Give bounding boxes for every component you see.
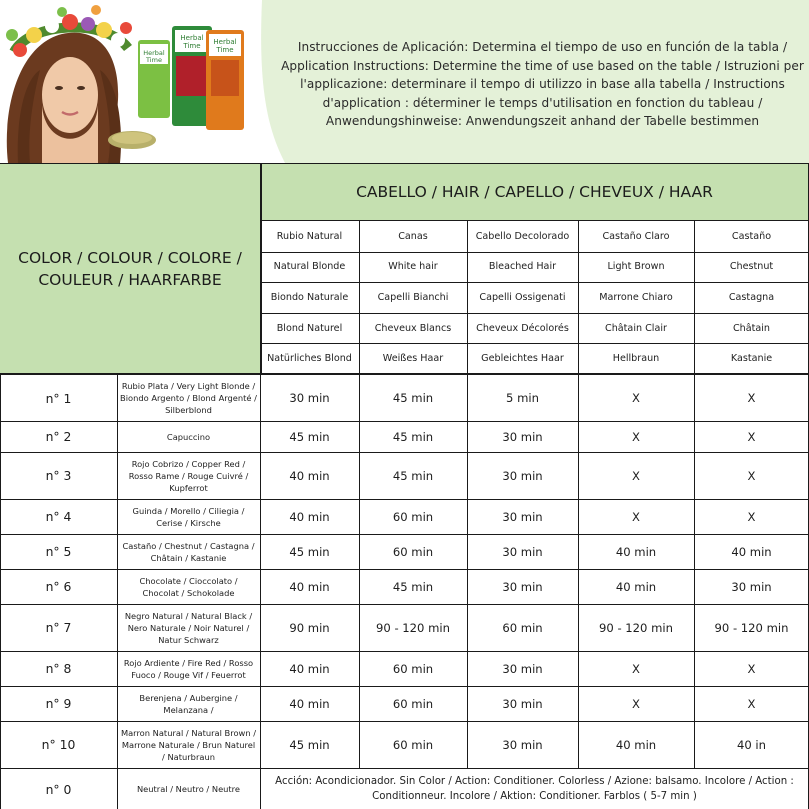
grid-divider: [694, 375, 695, 768]
color-name: Capuccino: [166, 431, 211, 442]
time-value: 45 min: [289, 737, 330, 752]
time-value: 60 min: [392, 544, 434, 559]
time-value: 40 in: [736, 737, 766, 752]
hair-type-label: Weißes Haar: [382, 353, 444, 365]
color-number: n° 2: [45, 429, 72, 444]
product-tubes-image: [138, 26, 244, 130]
header-banner: [0, 0, 809, 163]
time-value: 90 - 120 min: [376, 620, 450, 635]
svg-text:Time: Time: [183, 42, 201, 50]
time-value: 30 min: [502, 544, 543, 559]
time-value: X: [747, 696, 756, 711]
time-value: 30 min: [289, 391, 330, 405]
grid-divider: [0, 373, 809, 375]
time-value: 90 - 120 min: [599, 620, 673, 635]
color-name: Rubio Plata / Very Light Blonde / Biondo Argento / Blond Argenté / Silberblond: [120, 381, 257, 415]
grid-divider: [0, 651, 809, 652]
color-name: Guinda / Morello / Ciliegia / Cerise / Kirsche: [132, 505, 245, 528]
color-name: Rojo Cobrizo / Copper Red / Rosso Rame / Rouge Cuivré / Kupferrot: [128, 458, 249, 493]
time-value: 90 min: [289, 620, 330, 635]
time-value: 60 min: [502, 620, 543, 635]
grid-divider: [0, 421, 809, 422]
hair-type-label: Natural Blonde: [273, 261, 346, 273]
svg-text:Time: Time: [216, 46, 234, 54]
time-value: X: [747, 661, 756, 676]
time-value: 60 min: [392, 696, 434, 711]
svg-text:Herbal: Herbal: [213, 38, 237, 46]
time-value: X: [632, 468, 640, 483]
grid-divider: [262, 220, 809, 221]
time-value: 60 min: [392, 737, 434, 752]
grid-divider: [262, 252, 809, 253]
hair-type-label: Cabello Decolorado: [475, 230, 570, 242]
color-number: n° 1: [45, 390, 72, 406]
time-value: 40 min: [289, 468, 330, 483]
grid-divider: [467, 375, 468, 768]
hair-type-label: Cheveux Blancs: [374, 322, 452, 334]
hair-type-label: Marrone Chiaro: [599, 291, 673, 303]
hair-type-label: Bleached Hair: [488, 261, 557, 273]
grid-divider: [578, 375, 579, 768]
grid-divider: [359, 375, 360, 768]
time-value: X: [632, 661, 640, 676]
hair-type-label: Chestnut: [729, 261, 774, 273]
hair-type-label: Châtain Clair: [605, 322, 667, 334]
color-number: n° 3: [45, 468, 72, 483]
color-number: n° 6: [45, 579, 72, 594]
time-value: 40 min: [289, 696, 330, 711]
color-name: Berenjena / Aubergine / Melanzana /: [139, 692, 238, 715]
hair-type-label: Castagna: [728, 291, 775, 303]
svg-text:Time: Time: [146, 56, 162, 64]
hair-type-label: Natürliches Blond: [267, 353, 352, 365]
time-value: 40 min: [289, 579, 330, 594]
hair-type-label: White hair: [388, 261, 438, 273]
time-value: 45 min: [392, 391, 434, 405]
hair-type-label: Capelli Ossigenati: [479, 291, 566, 303]
time-value: 40 min: [615, 737, 657, 752]
color-name: Rojo Ardiente / Fire Red / Rosso Fuoco / Rouge Vif / Feuerrot: [123, 657, 254, 680]
color-name: Negro Natural / Natural Black / Nero Naturale / Noir Naturel / Natur Schwarz: [124, 610, 253, 645]
henna-timing-table: [0, 163, 809, 809]
time-value: 40 min: [289, 661, 330, 676]
time-value: X: [747, 429, 756, 444]
time-value: X: [747, 509, 756, 524]
grid-divider: [262, 282, 809, 283]
time-value: 30 min: [502, 696, 543, 711]
time-value: 45 min: [392, 579, 434, 594]
hair-type-label: Castaño Claro: [602, 230, 670, 242]
hair-type-label: Canas: [398, 230, 428, 242]
grid-divider: [260, 375, 261, 809]
color-number: n° 0: [45, 781, 72, 797]
grid-divider: [0, 375, 1, 809]
time-value: 45 min: [392, 429, 434, 444]
neutral-note: Acción: Acondicionador. Sin Color / Action: Conditioner. Colorless / Azione: balsamo. Incolore / Action : Conditionneur. Incolore / Aktion: Conditioner. Farblos ( 5-7 min ): [275, 775, 794, 802]
hair-type-label: Castaño: [731, 230, 772, 242]
color-name: Castaño / Chestnut / Castagna / Châtain / Kastanie: [122, 540, 255, 563]
grid-divider: [0, 768, 809, 769]
time-value: X: [632, 509, 640, 524]
grid-divider: [578, 221, 579, 373]
hair-type-label: Hellbraun: [612, 353, 660, 365]
time-value: 60 min: [392, 661, 434, 676]
color-number: n° 10: [41, 737, 76, 752]
color-name: Chocolate / Cioccolato / Chocolat / Schokolade: [139, 575, 238, 598]
color-number: n° 7: [45, 620, 72, 635]
time-value: 30 min: [502, 509, 543, 524]
grid-divider: [359, 221, 360, 373]
time-value: 30 min: [502, 468, 543, 483]
time-value: 45 min: [392, 468, 434, 483]
color-column-header: COLOR / COLOUR / COLORE / COULEUR / HAARFARBE: [18, 248, 242, 289]
time-value: 30 min: [502, 429, 543, 444]
grid-divider: [0, 452, 809, 453]
time-value: 45 min: [289, 429, 330, 444]
application-instructions: Instrucciones de Aplicación: Determina el tiempo de uso en función de la tabla / Application Instructions: Determine the time of use based on the table / Istruzioni per l'applicazione: determinare il tempo di utilizzo in base alla tabella / Instructions d'application : déterminer le temps d'utilisation en fonction du tableau / Anwendungshinweise: Anwendungszeit anhand der Tabelle bestimmen: [281, 40, 804, 129]
time-value: 30 min: [731, 579, 772, 594]
hair-type-label: Cheveux Décolorés: [476, 322, 569, 334]
time-value: 40 min: [615, 544, 657, 559]
time-value: 30 min: [502, 661, 543, 676]
grid-divider: [262, 313, 809, 314]
time-value: 5 min: [506, 391, 539, 405]
time-value: 30 min: [502, 579, 543, 594]
color-number: n° 5: [45, 544, 72, 559]
time-value: 90 - 120 min: [714, 620, 789, 635]
grid-divider: [0, 721, 809, 722]
time-value: 40 min: [731, 544, 772, 559]
hair-type-label: Capelli Bianchi: [377, 291, 449, 303]
hair-type-label: Biondo Naturale: [270, 291, 349, 303]
grid-divider: [0, 569, 809, 570]
grid-divider: [0, 604, 809, 605]
hair-type-label: Châtain: [732, 322, 771, 334]
color-number: n° 9: [45, 696, 72, 711]
time-value: X: [632, 391, 640, 405]
time-value: X: [632, 696, 640, 711]
hair-type-label: Gebleichtes Haar: [481, 353, 564, 365]
time-value: X: [747, 391, 756, 405]
grid-divider: [0, 686, 809, 687]
woman-portrait-image: [6, 5, 156, 163]
hair-type-label: Rubio Natural: [276, 230, 343, 242]
color-name: Neutral / Neutro / Neutre: [136, 784, 241, 794]
color-name: Marron Natural / Natural Brown / Marrone Naturale / Brun Naturel / Naturbraun: [120, 727, 257, 762]
time-value: X: [747, 468, 756, 483]
time-value: X: [632, 429, 640, 444]
svg-text:Herbal: Herbal: [143, 49, 165, 57]
time-value: 60 min: [392, 509, 434, 524]
grid-divider: [260, 164, 262, 373]
grid-divider: [262, 343, 809, 344]
grid-divider: [117, 375, 118, 809]
color-number: n° 8: [45, 661, 72, 676]
color-number: n° 4: [45, 509, 72, 524]
hair-type-label: Light Brown: [607, 261, 665, 273]
grid-divider: [0, 534, 809, 535]
hair-type-label: Kastanie: [730, 353, 773, 365]
grid-divider: [694, 221, 695, 373]
hair-type-label: Blond Naturel: [276, 322, 343, 334]
svg-text:Herbal: Herbal: [180, 34, 204, 42]
time-value: 40 min: [615, 579, 657, 594]
time-value: 45 min: [289, 544, 330, 559]
grid-divider: [0, 499, 809, 500]
hair-type-header: CABELLO / HAIR / CAPELLO / CHEVEUX / HAAR: [356, 183, 713, 201]
time-value: 30 min: [502, 737, 543, 752]
grid-divider: [467, 221, 468, 373]
time-value: 40 min: [289, 509, 330, 524]
